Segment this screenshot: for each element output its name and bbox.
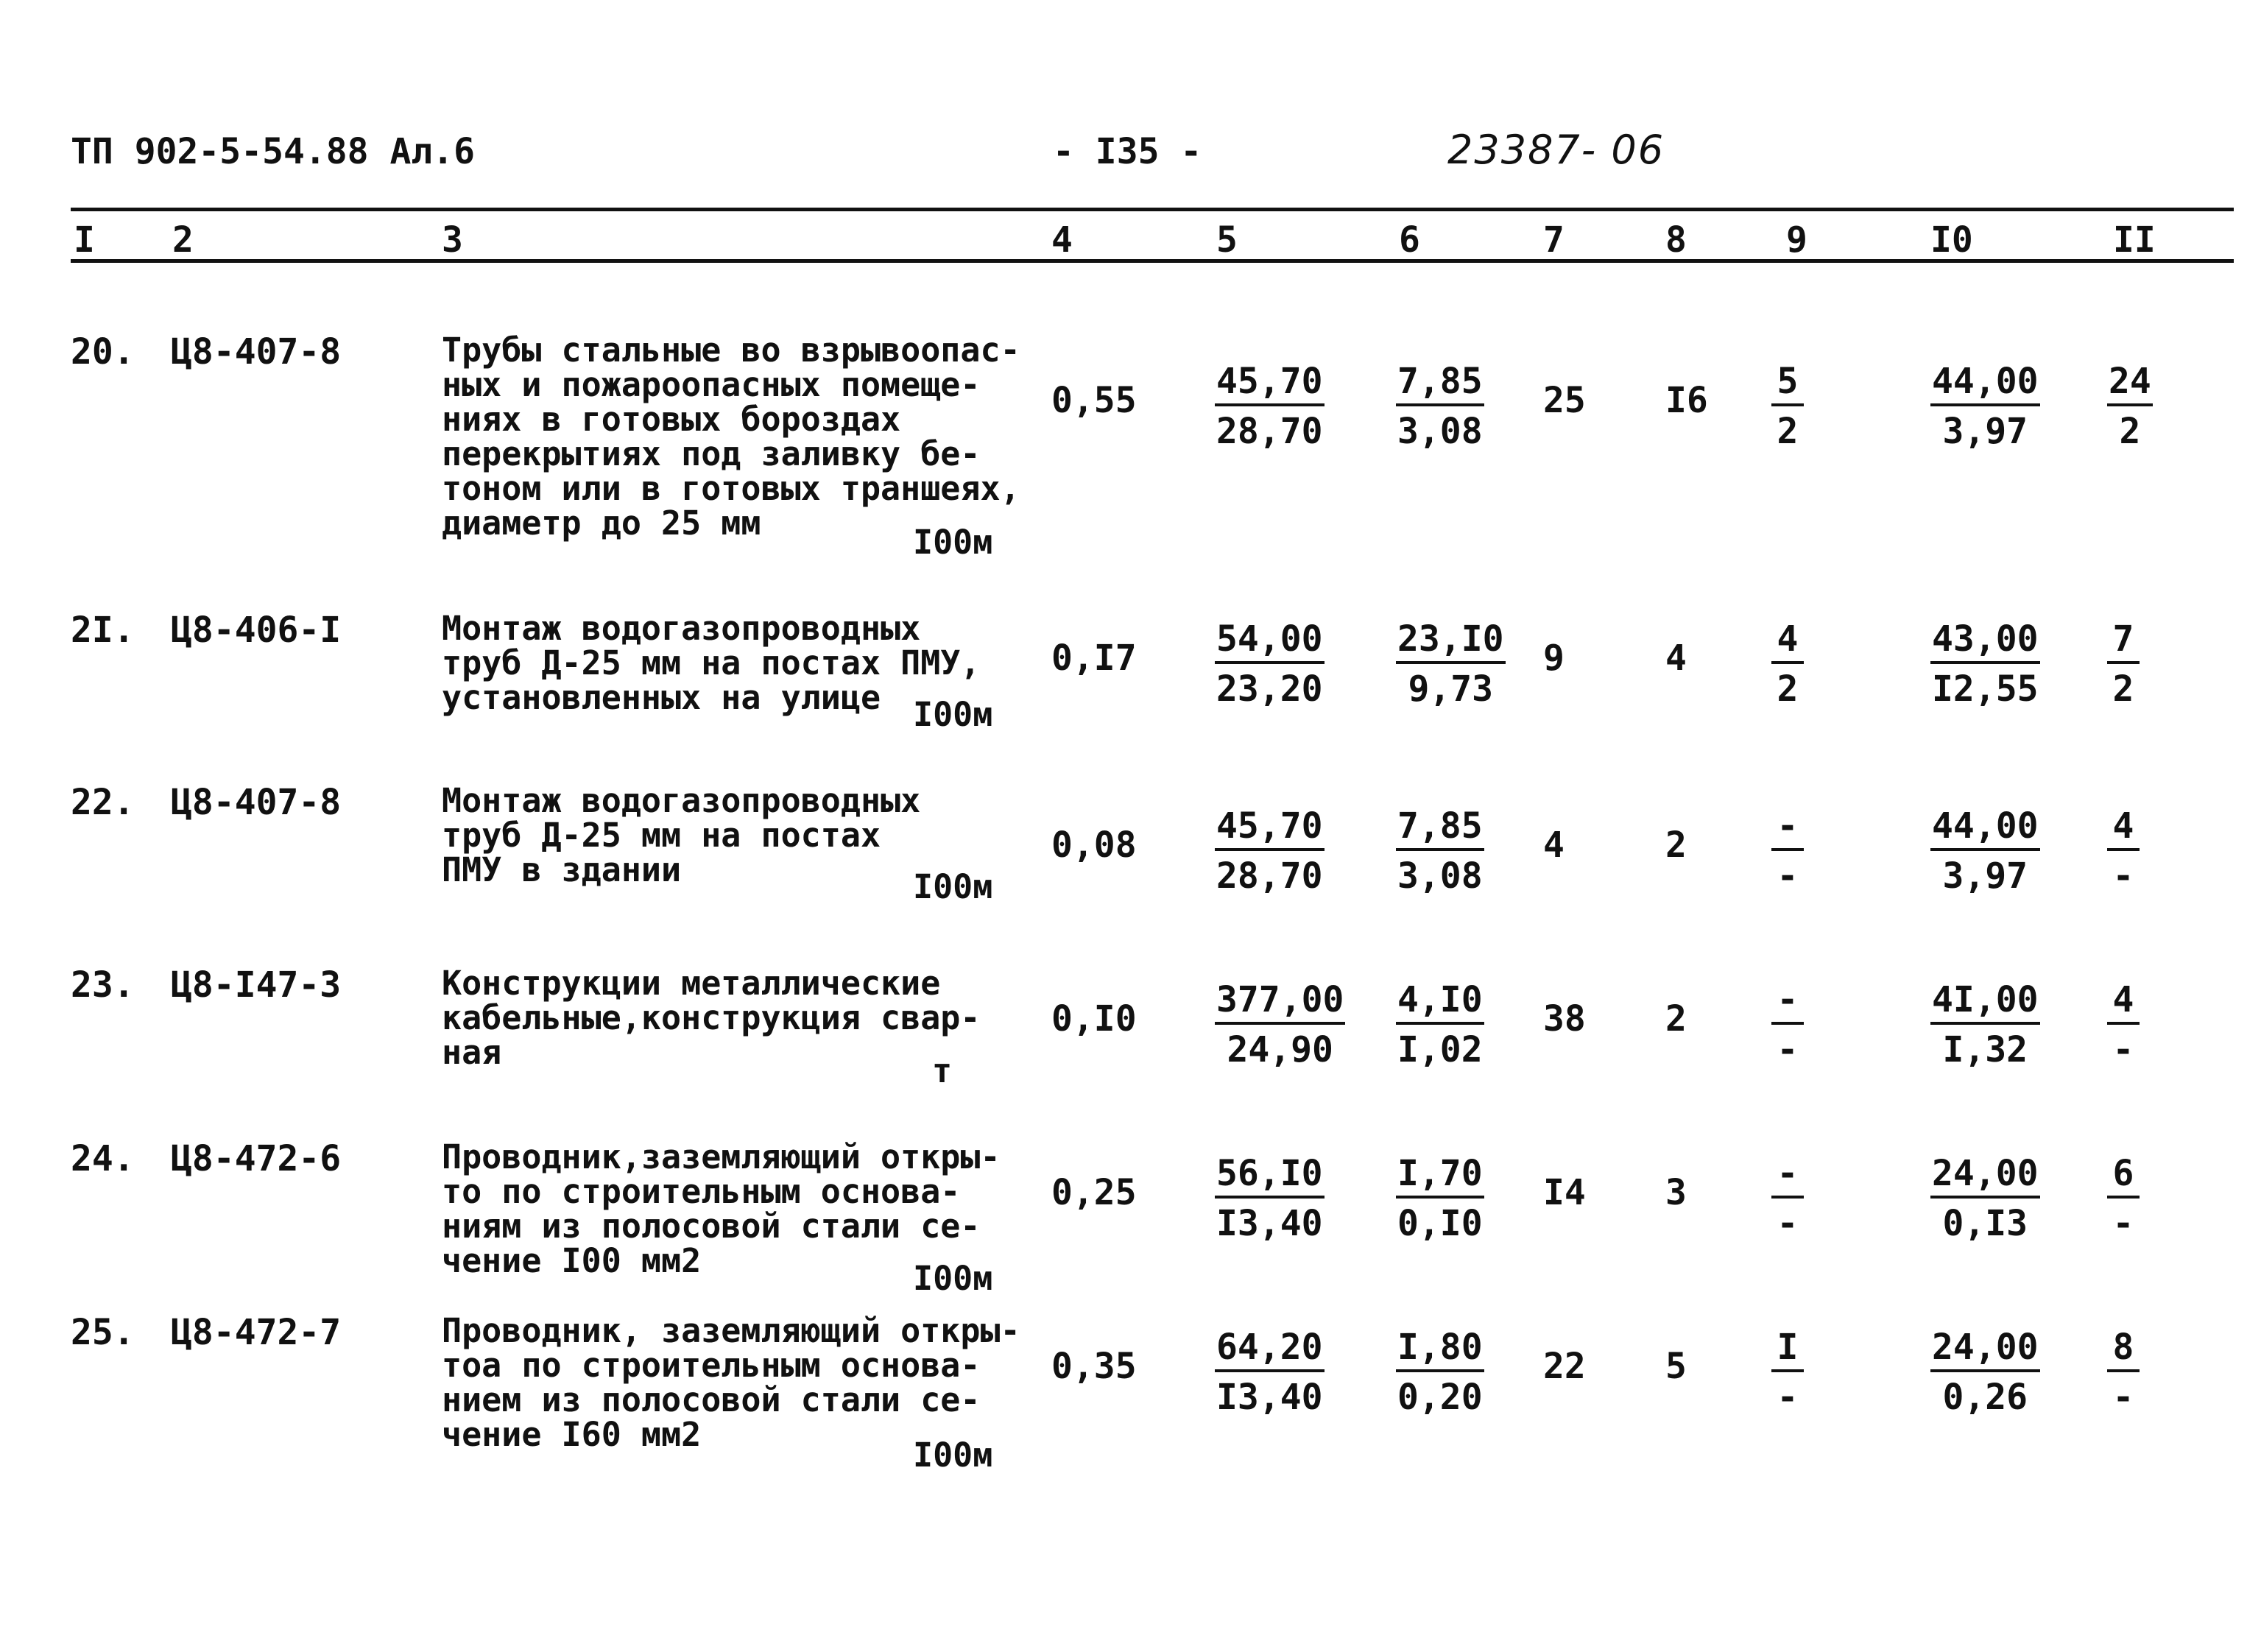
column-number-4: 4 (1051, 219, 1073, 261)
norm-code: Ц8-407-8 (171, 782, 342, 823)
col11-fraction: 6 - (2107, 1153, 2140, 1244)
unit-of-measure: I00м (913, 1259, 993, 1298)
col11-fraction: $\frac{7}{2}$ (2107, 618, 2140, 710)
table-header-rule (71, 259, 2234, 263)
col10-fraction: $\frac{24,00}{0,26}$ (1932, 1327, 2039, 1418)
col5-fraction: $\frac{45,70}{28,70}$ (1216, 361, 1323, 452)
col11-fraction: 4 - (2107, 805, 2140, 897)
col10-fraction: $\frac{24,00}{0,I3}$ (1932, 1153, 2039, 1244)
unit-of-measure: I00м (913, 1436, 993, 1475)
quantity: 0,I0 (1051, 998, 1137, 1039)
quantity: 0,55 (1051, 380, 1137, 421)
norm-code: Ц8-472-7 (171, 1312, 342, 1353)
row-number: 25. (71, 1312, 135, 1353)
column-number-2: 2 (172, 219, 194, 261)
col10-fraction: $\frac{44,00}{3,97}$ (1932, 361, 2039, 452)
column-number-6: 6 (1399, 219, 1420, 261)
col6-fraction: $\frac{7,85}{3,08}$ (1397, 361, 1483, 452)
document-code: ТП 902-5-54.88 Ал.6 (71, 131, 476, 172)
column-number-11: II (2113, 219, 2156, 261)
row-number: 23. (71, 964, 135, 1006)
col7-value: 38 (1543, 998, 1586, 1039)
column-number-10: I0 (1930, 219, 1973, 261)
col9-fraction: I - (1771, 1327, 1804, 1418)
work-description: Монтаж водогазопроводных труб Д-25 мм на постах ПМУ в здании (442, 781, 921, 889)
col10-fraction: $\frac{43,00}{I2,55}$ (1932, 618, 2039, 710)
col11-fraction: 4 - (2107, 979, 2140, 1070)
row-number: 24. (71, 1138, 135, 1179)
col10-fraction: $\frac{44,00}{3,97}$ (1932, 805, 2039, 897)
col8-value: 2 (1665, 998, 1687, 1039)
col6-fraction: $\frac{4,I0}{I,02}$ (1397, 979, 1483, 1070)
col5-fraction: $\frac{377,00}{24,90}$ (1216, 979, 1344, 1070)
quantity: 0,25 (1051, 1172, 1137, 1213)
page-number: - I35 - (1053, 131, 1202, 172)
col6-fraction: $\frac{7,85}{3,08}$ (1397, 805, 1483, 897)
row-number: 2I. (71, 610, 135, 651)
col9-fraction: $\frac{5}{2}$ (1771, 361, 1804, 452)
column-number-1: I (74, 219, 95, 261)
col7-value: 22 (1543, 1346, 1586, 1387)
col9-fraction: - - (1771, 805, 1804, 897)
col11-fraction: $\frac{24}{2}$ (2109, 361, 2151, 452)
work-description: Конструкции металлические кабельные,конструкция свар- ная (442, 964, 981, 1072)
col6-fraction: $\frac{I,70}{0,I0}$ (1397, 1153, 1483, 1244)
col6-fraction: $\frac{23,I0}{9,73}$ (1397, 618, 1504, 710)
unit-of-measure: I00м (913, 867, 993, 906)
col8-value: 2 (1665, 825, 1687, 866)
col5-fraction: $\frac{54,00}{23,20}$ (1216, 618, 1323, 710)
column-number-7: 7 (1543, 219, 1565, 261)
col9-fraction: - - (1771, 979, 1804, 1070)
col10-fraction: $\frac{4I,00}{I,32}$ (1932, 979, 2039, 1070)
col7-value: 9 (1543, 638, 1565, 679)
row-number: 20. (71, 331, 135, 373)
inventory-number: 23387- 06 (1447, 127, 1665, 173)
col7-value: 25 (1543, 380, 1586, 421)
work-description: Проводник, заземляющий откры- тоа по строительным основа- нием из полосовой стали се- чение I60 мм2 (442, 1311, 1020, 1454)
work-description: Трубы стальные во взрывоопас- ных и пожароопасных помеще- ниях в готовых бороздах перекрытиях под заливку бе- тоном или в готовых траншеях, диаметр до 25 мм (442, 331, 1020, 543)
col9-fraction: - - (1771, 1153, 1804, 1244)
quantity: 0,35 (1051, 1346, 1137, 1387)
norm-code: Ц8-406-I (171, 610, 342, 651)
work-description: Монтаж водогазопроводных труб Д-25 мм на постах ПМУ, установленных на улице (442, 609, 981, 717)
col8-value: 5 (1665, 1346, 1687, 1387)
quantity: 0,I7 (1051, 638, 1137, 679)
col7-value: 4 (1543, 825, 1565, 866)
col8-value: I6 (1665, 380, 1708, 421)
column-number-9: 9 (1786, 219, 1807, 261)
column-number-5: 5 (1216, 219, 1238, 261)
col8-value: 4 (1665, 638, 1687, 679)
row-number: 22. (71, 782, 135, 823)
column-number-8: 8 (1665, 219, 1687, 261)
unit-of-measure: I00м (913, 523, 993, 562)
unit-of-measure: т (932, 1051, 953, 1090)
unit-of-measure: I00м (913, 695, 993, 734)
col11-fraction: 8 - (2107, 1327, 2140, 1418)
column-number-3: 3 (442, 219, 463, 261)
norm-code: Ц8-472-6 (171, 1138, 342, 1179)
table-top-rule (71, 208, 2234, 211)
quantity: 0,08 (1051, 825, 1137, 866)
norm-code: Ц8-407-8 (171, 331, 342, 373)
col5-fraction: $\frac{45,70}{28,70}$ (1216, 805, 1323, 897)
work-description: Проводник,заземляющий откры- то по строительным основа- ниям из полосовой стали се- чение I00 мм2 (442, 1137, 1001, 1280)
col7-value: I4 (1543, 1172, 1586, 1213)
col9-fraction: $\frac{4}{2}$ (1771, 618, 1804, 710)
col8-value: 3 (1665, 1172, 1687, 1213)
col6-fraction: $\frac{I,80}{0,20}$ (1397, 1327, 1483, 1418)
norm-code: Ц8-I47-3 (171, 964, 342, 1006)
col5-fraction: $\frac{56,I0}{I3,40}$ (1216, 1153, 1323, 1244)
col5-fraction: $\frac{64,20}{I3,40}$ (1216, 1327, 1323, 1418)
